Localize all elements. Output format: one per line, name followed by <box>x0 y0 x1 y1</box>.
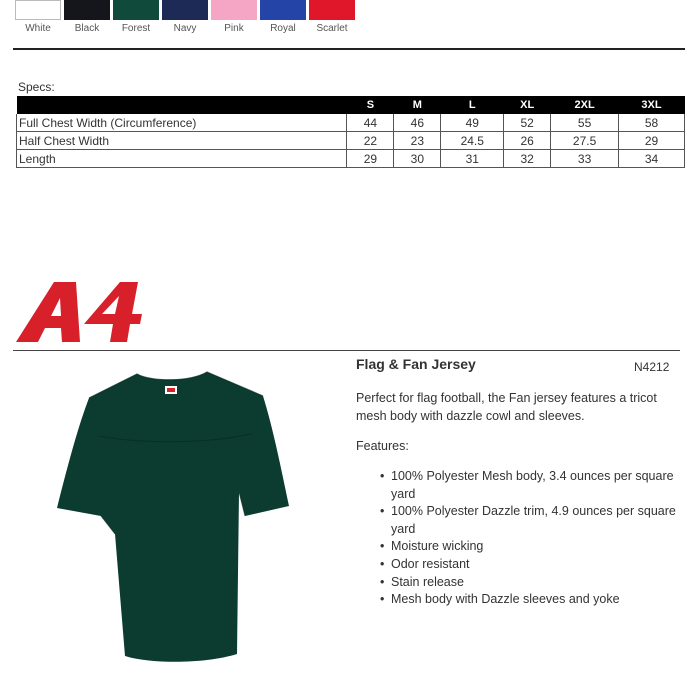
feature-text: Stain release <box>391 574 464 589</box>
column-header-label <box>17 96 347 114</box>
feature-text: 100% Polyester Dazzle trim, 4.9 ounces per square yard <box>391 504 676 536</box>
features-list <box>356 468 699 609</box>
size-spec-table <box>16 96 685 168</box>
table-row <box>17 132 685 150</box>
swatch-royal[interactable] <box>260 0 306 34</box>
bullet-icon: • <box>380 469 385 483</box>
section-divider <box>13 350 680 351</box>
swatch-forest[interactable] <box>113 0 159 34</box>
list-item <box>374 556 699 574</box>
a4-logo-icon <box>14 278 144 344</box>
table-header-row <box>17 96 685 114</box>
swatch-white[interactable] <box>15 0 61 34</box>
list-item <box>374 503 699 538</box>
swatch-box <box>15 0 61 20</box>
bullet-icon: • <box>380 574 385 589</box>
list-item <box>374 574 699 592</box>
bullet-icon: • <box>380 539 385 554</box>
bullet-icon: • <box>380 556 385 571</box>
table-cell: 52 <box>504 114 551 132</box>
table-cell: 27.5 <box>551 132 619 150</box>
table-row <box>17 150 685 168</box>
swatch-black[interactable] <box>64 0 110 34</box>
bullet-icon: • <box>380 592 385 607</box>
swatch-label: Black <box>74 23 100 34</box>
table-cell: 24.5 <box>441 132 504 150</box>
table-cell: 29 <box>619 132 685 150</box>
swatch-scarlet[interactable] <box>309 0 355 34</box>
list-item <box>374 468 699 503</box>
features-heading: Features: <box>356 439 409 453</box>
swatch-box <box>260 0 306 20</box>
jersey-illustration <box>55 368 291 666</box>
column-header-size: XL <box>504 96 551 114</box>
row-label: Length <box>17 150 347 168</box>
swatch-label: Navy <box>173 23 197 34</box>
table-cell: 55 <box>551 114 619 132</box>
swatch-label: Forest <box>121 23 151 34</box>
table-cell: 23 <box>394 132 441 150</box>
swatch-box <box>309 0 355 20</box>
swatch-label: White <box>25 23 51 34</box>
swatch-box <box>211 0 257 20</box>
table-cell: 26 <box>504 132 551 150</box>
bullet-icon: • <box>380 504 385 519</box>
list-item <box>374 538 699 556</box>
column-header-size: S <box>347 96 394 114</box>
table-cell: 34 <box>619 150 685 168</box>
product-code: N4212 <box>634 360 670 374</box>
swatch-label: Scarlet <box>316 23 348 34</box>
feature-text: Moisture wicking <box>391 539 484 554</box>
section-divider <box>13 48 685 50</box>
row-label: Full Chest Width (Circumference) <box>17 114 347 132</box>
table-cell: 22 <box>347 132 394 150</box>
feature-text: 100% Polyester Mesh body, 3.4 ounces per square yard <box>391 469 674 501</box>
column-header-size: 3XL <box>619 96 685 114</box>
swatch-pink[interactable] <box>211 0 257 34</box>
specs-heading: Specs: <box>18 80 55 94</box>
table-cell: 32 <box>504 150 551 168</box>
table-cell: 44 <box>347 114 394 132</box>
swatch-box <box>162 0 208 20</box>
table-cell: 58 <box>619 114 685 132</box>
table-cell: 30 <box>394 150 441 168</box>
table-cell: 33 <box>551 150 619 168</box>
swatch-box <box>113 0 159 20</box>
swatch-label: Royal <box>270 23 296 34</box>
row-label: Half Chest Width <box>17 132 347 150</box>
feature-text: Odor resistant <box>391 556 470 571</box>
table-cell: 29 <box>347 150 394 168</box>
column-header-size: M <box>394 96 441 114</box>
brand-logo <box>14 278 144 349</box>
product-description: Perfect for flag football, the Fan jersey features a tricot mesh body with dazzle cowl and sleeves. <box>356 391 657 423</box>
table-cell: 31 <box>441 150 504 168</box>
column-header-size: 2XL <box>551 96 619 114</box>
table-cell: 46 <box>394 114 441 132</box>
jersey-image <box>55 368 291 671</box>
product-title: Flag & Fan Jersey <box>356 356 476 372</box>
swatch-navy[interactable] <box>162 0 208 34</box>
swatch-label: Pink <box>224 23 244 34</box>
table-cell: 49 <box>441 114 504 132</box>
feature-text: Mesh body with Dazzle sleeves and yoke <box>391 592 620 607</box>
swatch-box <box>64 0 110 20</box>
column-header-size: L <box>441 96 504 114</box>
table-row <box>17 114 685 132</box>
list-item <box>374 591 699 609</box>
